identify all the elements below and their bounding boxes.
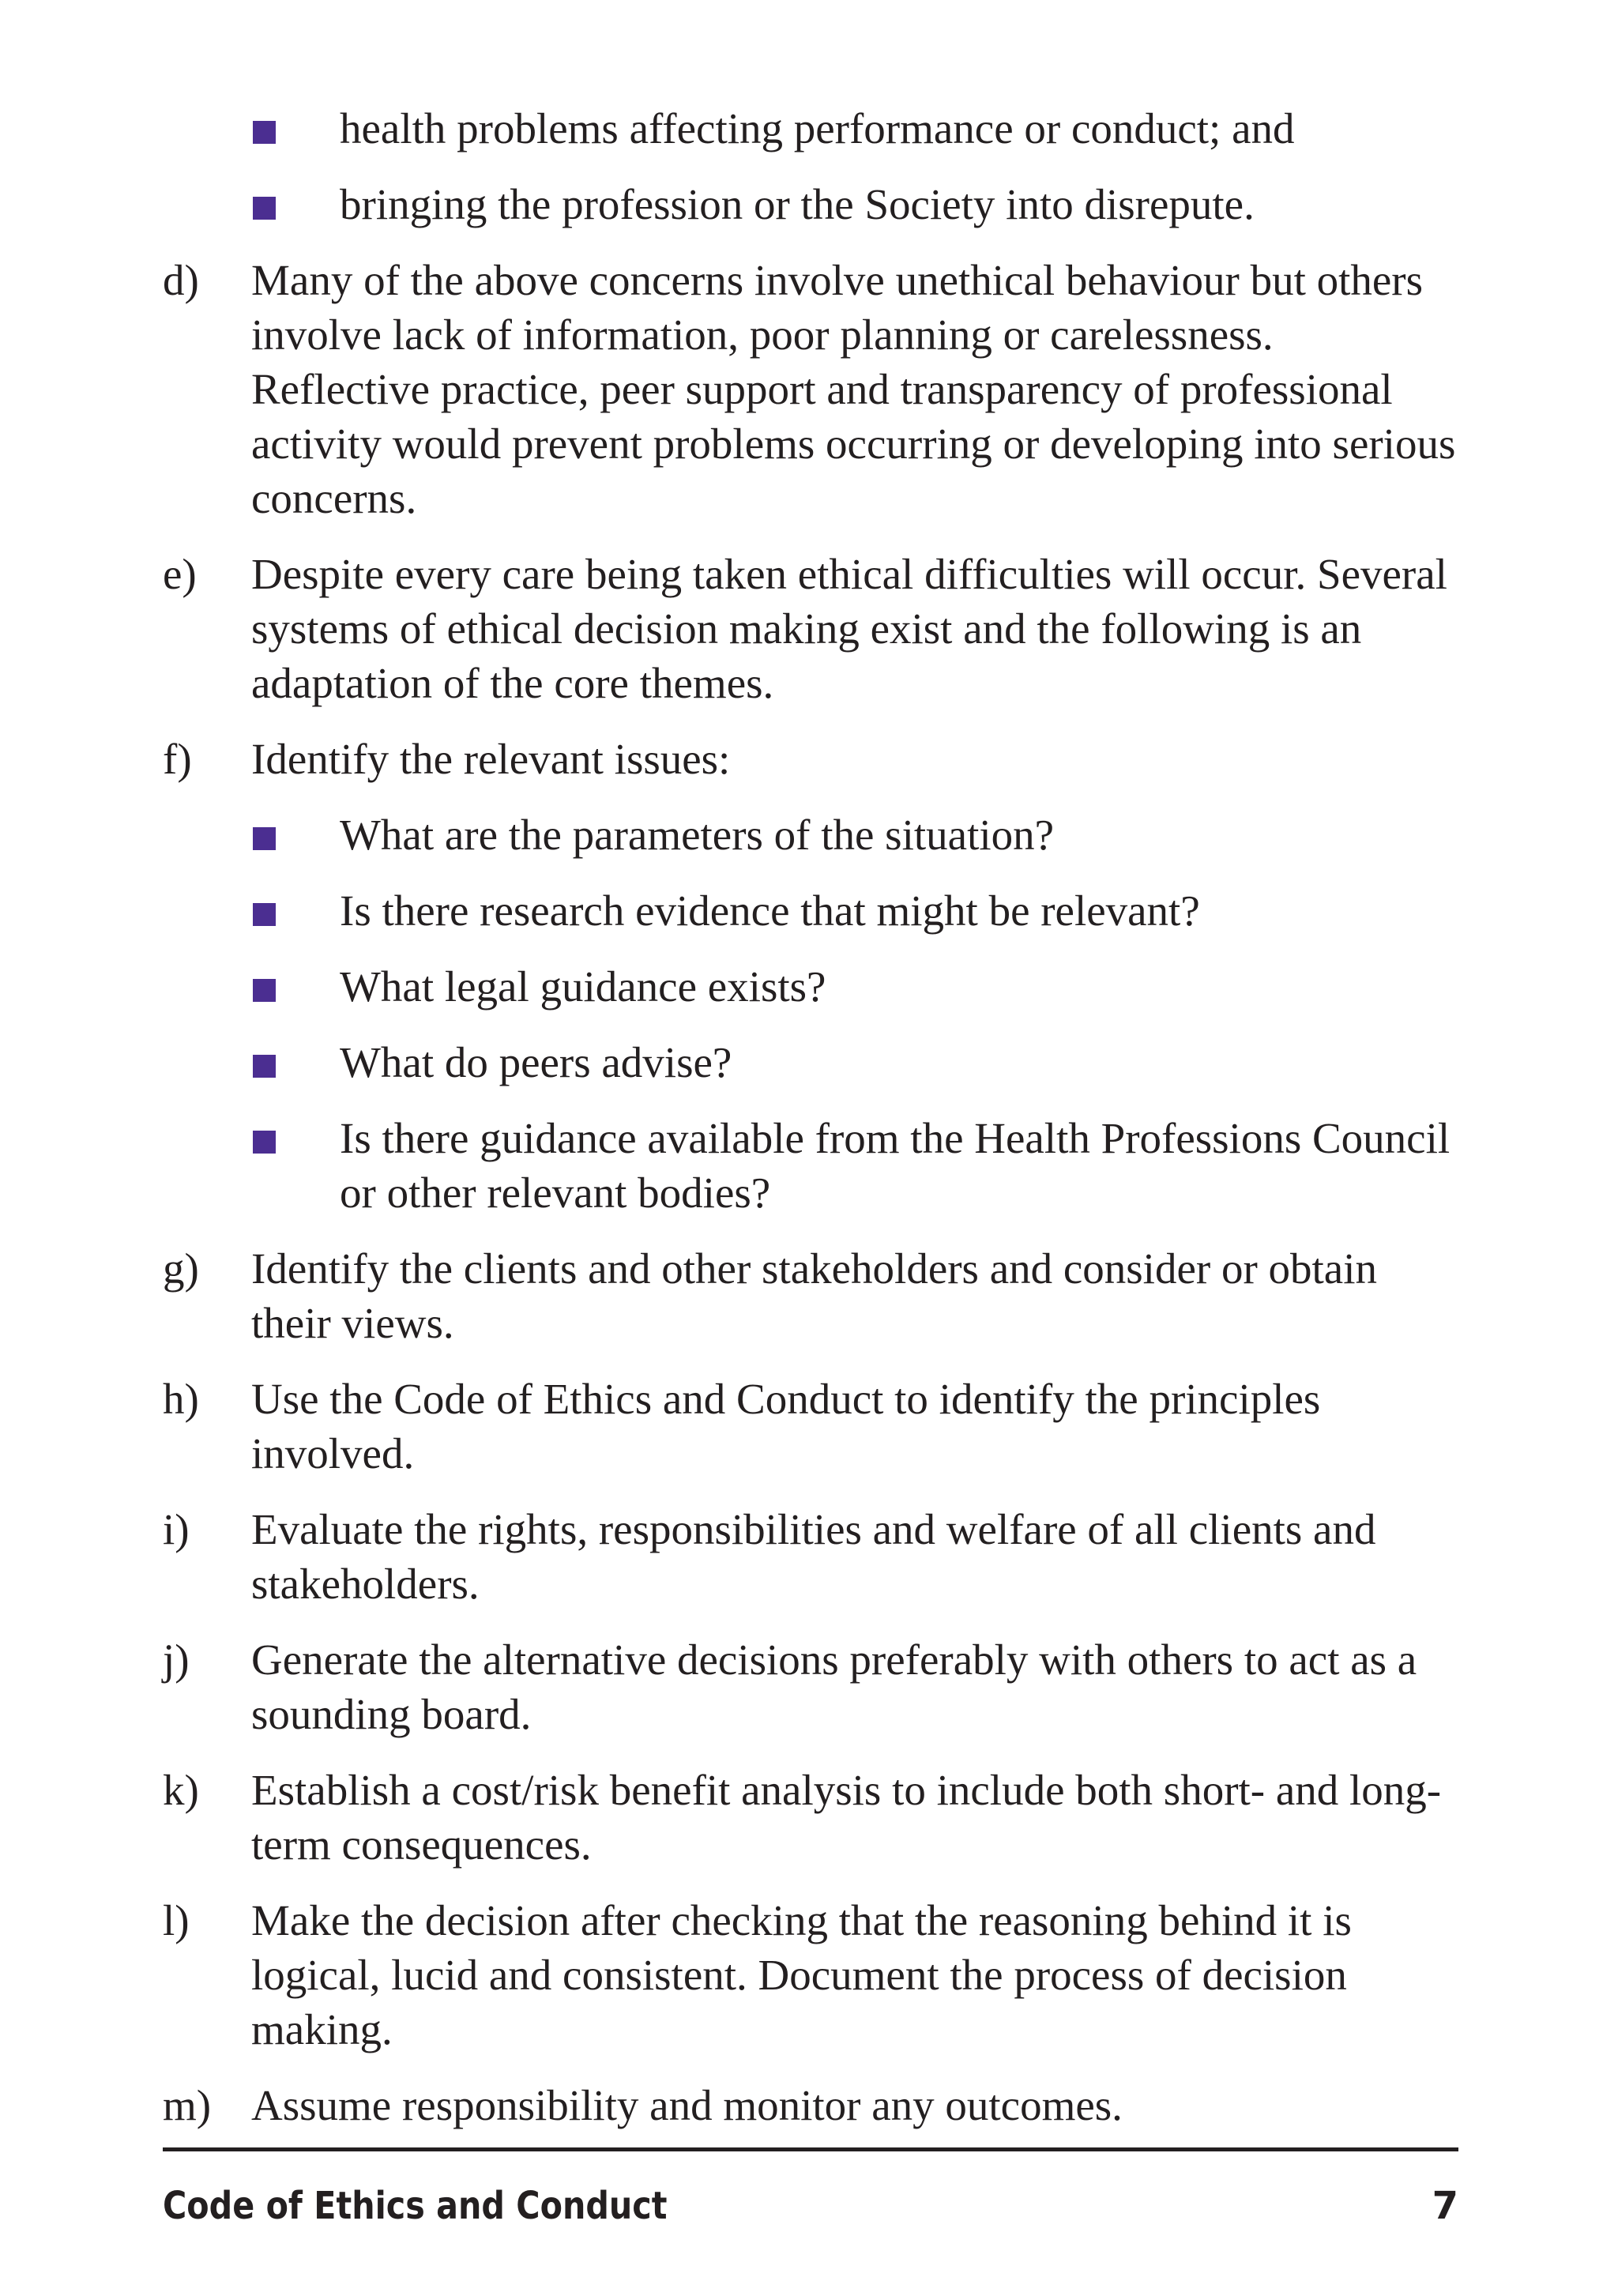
footer-title: Code of Ethics and Conduct xyxy=(163,2184,668,2228)
square-bullet-icon xyxy=(253,903,276,926)
item-marker: h) xyxy=(163,1375,199,1423)
bullet-text: Is there guidance available from the Health Professions Council or other relevant bodies? xyxy=(340,1114,1451,1217)
footer-divider xyxy=(163,2147,1458,2151)
item-text: Identify the relevant issues: xyxy=(251,735,731,783)
list-item-f xyxy=(163,732,1458,786)
list-item-d xyxy=(163,253,1458,525)
item-text: Use the Code of Ethics and Conduct to identify the principles involved. xyxy=(251,1375,1321,1477)
bullet-item xyxy=(163,177,1458,231)
item-text: Assume responsibility and monitor any outcomes. xyxy=(251,2081,1123,2129)
item-text: Evaluate the rights, responsibilities and welfare of all clients and stakeholders. xyxy=(251,1505,1376,1608)
bullet-text: What legal guidance exists? xyxy=(340,962,826,1011)
item-marker: k) xyxy=(163,1766,199,1814)
square-bullet-icon xyxy=(253,1131,276,1154)
bullet-item xyxy=(163,1035,1458,1090)
square-bullet-icon xyxy=(253,197,276,220)
bullet-text: What do peers advise? xyxy=(340,1038,732,1086)
square-bullet-icon xyxy=(253,979,276,1002)
page-content xyxy=(163,101,1458,2154)
item-marker: e) xyxy=(163,550,197,598)
list-item-h xyxy=(163,1372,1458,1481)
list-item-m xyxy=(163,2078,1458,2132)
item-marker: m) xyxy=(163,2081,212,2129)
bullet-text: Is there research evidence that might be relevant? xyxy=(340,886,1200,935)
item-text: Generate the alternative decisions preferably with others to act as a sounding board. xyxy=(251,1635,1417,1738)
square-bullet-icon xyxy=(253,121,276,144)
bullet-item xyxy=(163,883,1458,938)
item-text: Despite every care being taken ethical difficulties will occur. Several systems of ethical decision making exist and the following is an adaptation of the core themes. xyxy=(251,550,1447,707)
item-text: Many of the above concerns involve unethical behaviour but others involve lack of information, poor planning or carelessness. Reflective practice, peer support and transparency of professional activity would prevent problems occurring or developing into serious concerns. xyxy=(251,256,1456,522)
list-item-l xyxy=(163,1893,1458,2057)
item-marker: l) xyxy=(163,1896,190,1944)
bullet-text: bringing the profession or the Society into disrepute. xyxy=(340,180,1255,228)
bullet-item xyxy=(163,101,1458,156)
item-text: Establish a cost/risk benefit analysis to include both short- and long-term consequences. xyxy=(251,1766,1442,1869)
item-text: Make the decision after checking that the reasoning behind it is logical, lucid and consistent. Document the process of decision making. xyxy=(251,1896,1352,2053)
bullet-item xyxy=(163,959,1458,1014)
list-item-j xyxy=(163,1632,1458,1741)
bullet-text: What are the parameters of the situation? xyxy=(340,811,1055,859)
square-bullet-icon xyxy=(253,827,276,850)
list-item-e xyxy=(163,547,1458,710)
item-marker: d) xyxy=(163,256,199,304)
item-marker: i) xyxy=(163,1505,190,1553)
square-bullet-icon xyxy=(253,1055,276,1078)
item-marker: j) xyxy=(163,1635,190,1684)
bullet-item xyxy=(163,807,1458,862)
page-number: 7 xyxy=(1432,2184,1458,2228)
bullet-item xyxy=(163,1111,1458,1220)
item-text: Identify the clients and other stakeholders and consider or obtain their views. xyxy=(251,1244,1377,1347)
bullet-text: health problems affecting performance or conduct; and xyxy=(340,104,1295,152)
list-item-k xyxy=(163,1763,1458,1872)
item-marker: g) xyxy=(163,1244,199,1293)
item-marker: f) xyxy=(163,735,192,783)
list-item-i xyxy=(163,1502,1458,1611)
list-item-g xyxy=(163,1241,1458,1350)
